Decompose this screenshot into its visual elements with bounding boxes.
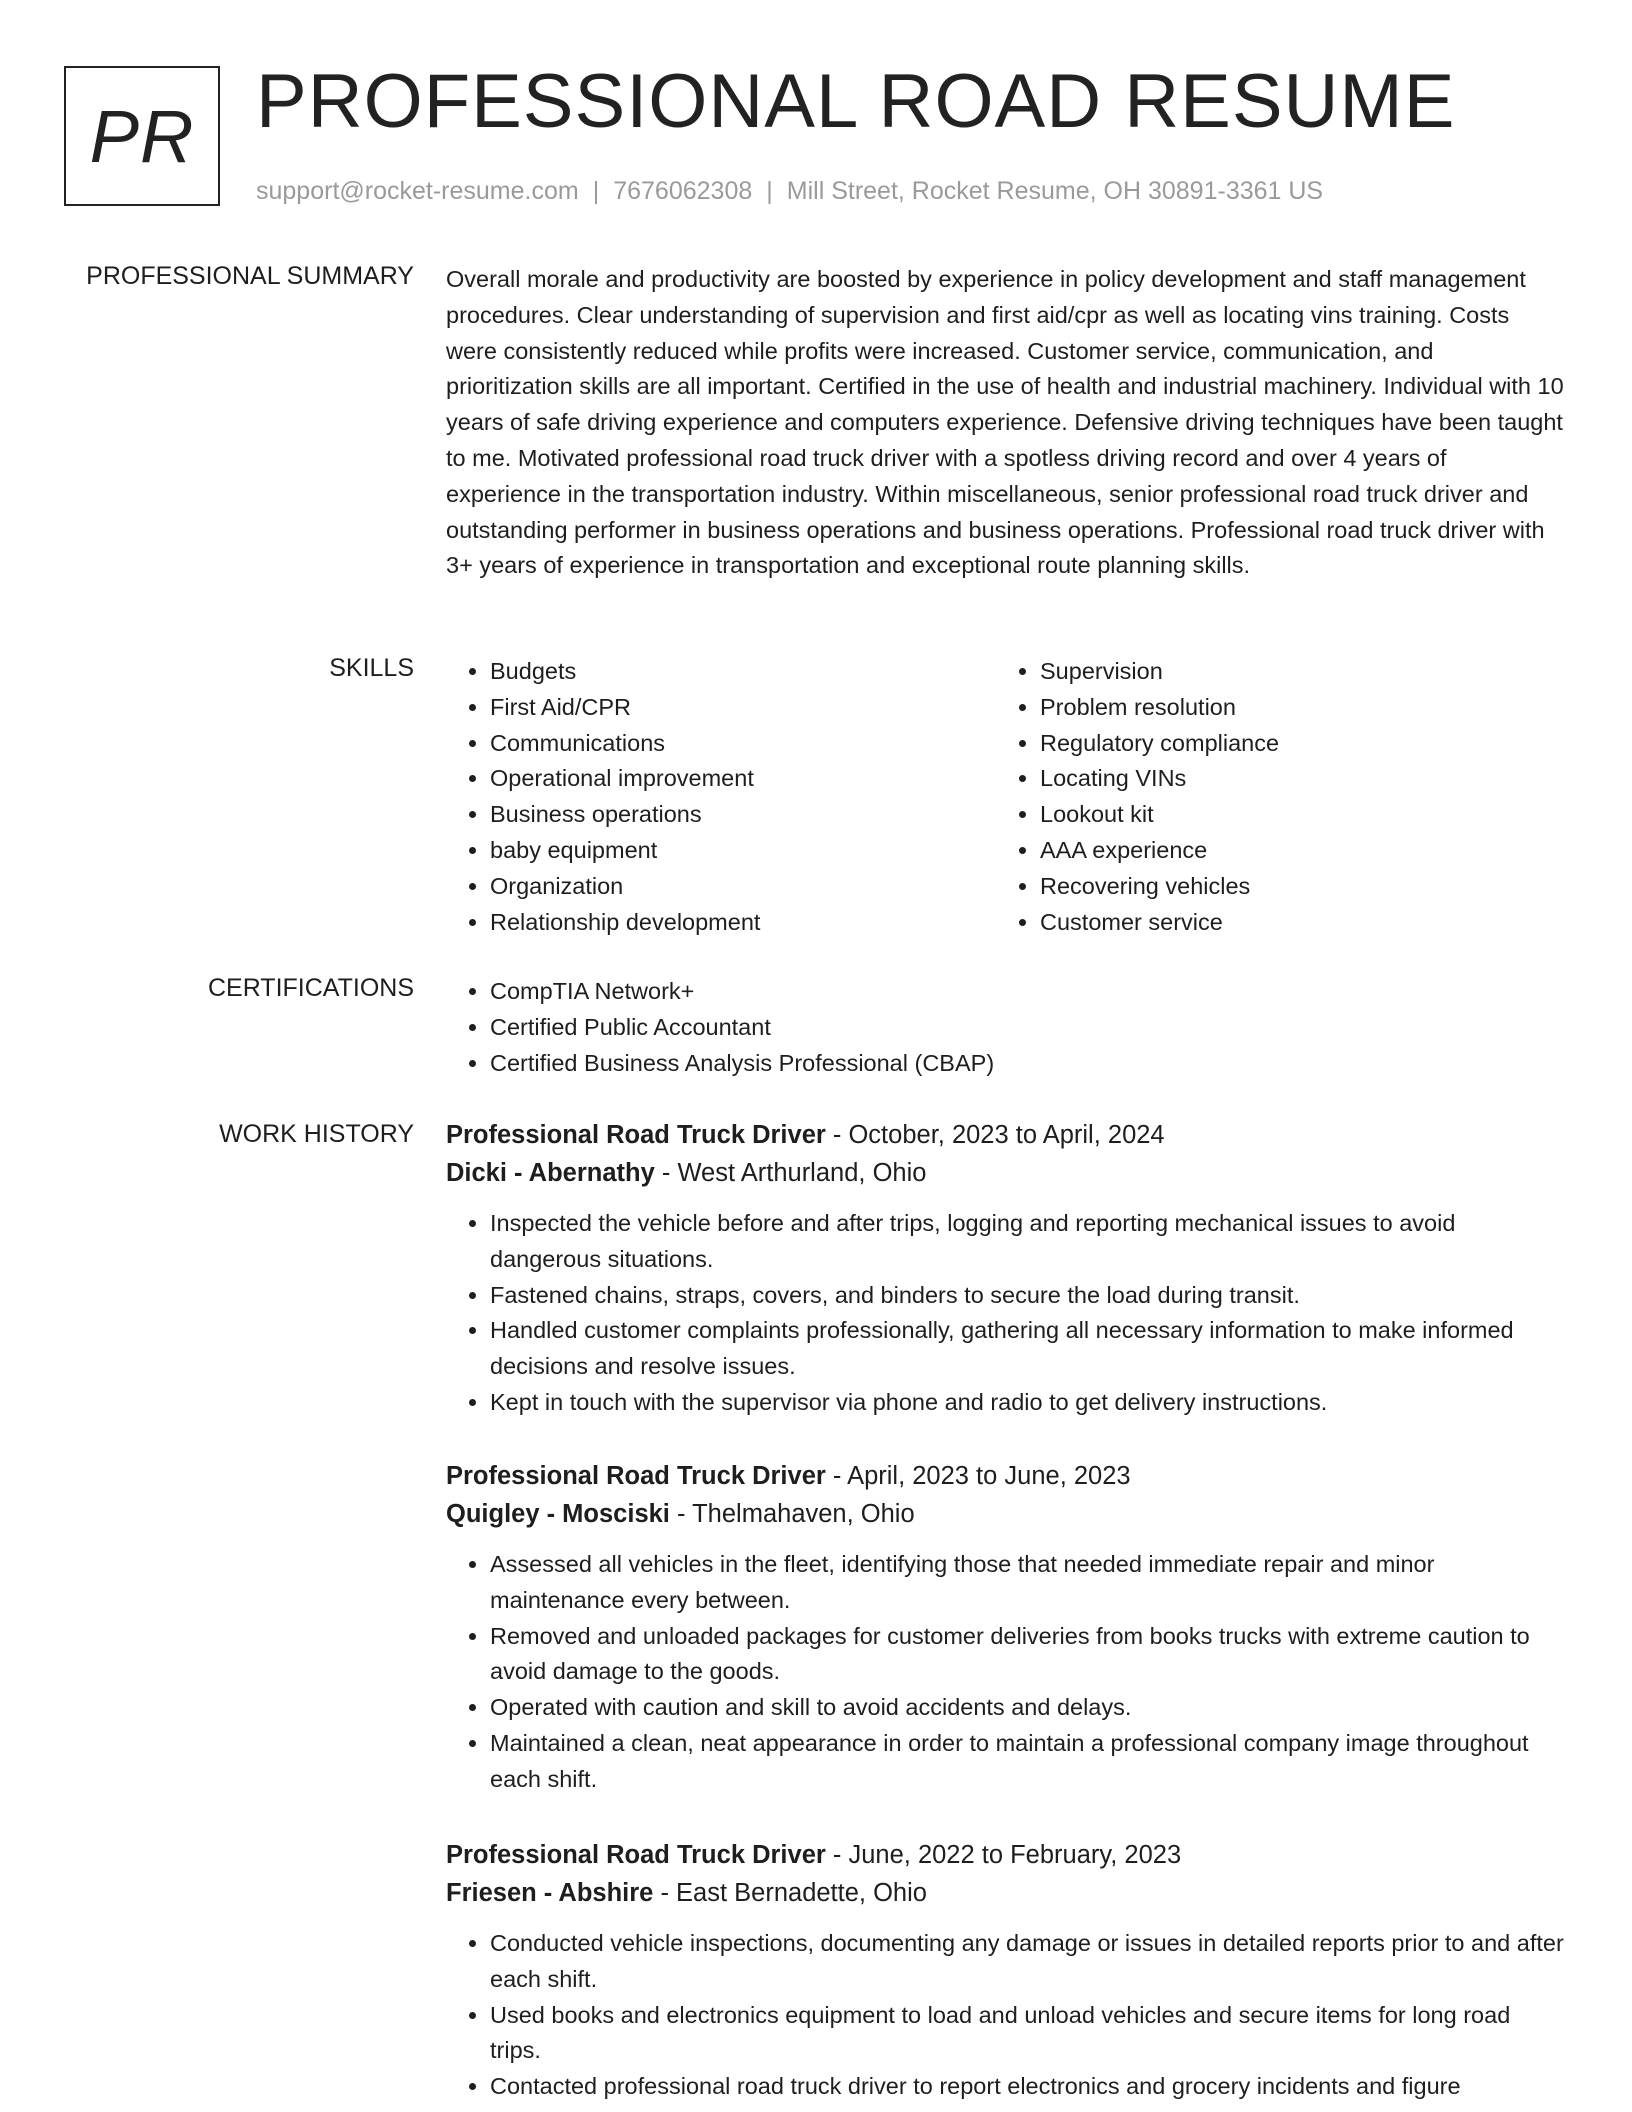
skills-list-right <box>996 654 1580 940</box>
job-dates: - June, 2022 to February, 2023 <box>825 1841 1182 1869</box>
monogram-box <box>64 66 220 206</box>
contact-address: Mill Street, Rocket Resume, OH 30891-3361 US <box>786 177 1324 205</box>
job-title: Professional Road Truck Driver <box>446 1121 826 1149</box>
skill-item: • AAA experience <box>1040 833 1580 869</box>
job-bullet: • Handled customer complaints professionally, gathering all necessary information to make informed decisions and resolve issues. <box>490 1313 1566 1385</box>
skill-item: • First Aid/CPR <box>490 690 1030 726</box>
job-bullets <box>446 1206 1566 1421</box>
job-bullet: • Removed and unloaded packages for customer deliveries from books trucks with extreme caution to avoid damage to the goods. <box>490 1619 1566 1691</box>
job-bullet: • Kept in touch with the supervisor via phone and radio to get delivery instructions. <box>490 1385 1566 1421</box>
job-bullet: • Contacted professional road truck driver to report electronics and grocery incidents and figure <box>490 2069 1566 2105</box>
certification-item: • Certified Business Analysis Professional (CBAP) <box>490 1046 1610 1082</box>
skill-item: • Organization <box>490 869 1030 905</box>
contact-email: support@rocket-resume.com <box>256 177 579 205</box>
skill-item: • Regulatory compliance <box>1040 726 1580 762</box>
job-company: Quigley - Mosciski <box>446 1500 670 1528</box>
summary-heading: PROFESSIONAL SUMMARY <box>86 262 414 290</box>
job-title-line <box>446 1116 1566 1154</box>
skills-list-left <box>446 654 1030 940</box>
work-history-heading: WORK HISTORY <box>219 1120 414 1148</box>
job-dates: - October, 2023 to April, 2024 <box>825 1121 1165 1149</box>
job-bullet: • Operated with caution and skill to avoid accidents and delays. <box>490 1690 1566 1726</box>
job-title: Professional Road Truck Driver <box>446 1841 826 1869</box>
certification-item: • Certified Public Accountant <box>490 1010 1610 1046</box>
job-entry <box>446 1457 1566 1798</box>
job-company-line <box>446 1495 1566 1533</box>
resume-name: PROFESSIONAL ROAD RESUME <box>256 59 1456 144</box>
job-bullet: • Fastened chains, straps, covers, and binders to secure the load during transit. <box>490 1278 1566 1314</box>
contact-separator: | <box>766 177 773 205</box>
monogram-initials: PR <box>89 94 195 178</box>
summary-text: Overall morale and productivity are boosted by experience in policy development and staff management procedures. Clear understanding of supervision and first aid/cpr as well as locating vins training. Costs were consistently reduced while profits were increased. Customer service, communication, and prioritization skills are all important. Certified in the use of health and industrial machinery. Individual with 10 years of safe driving experience and computers experience. Defensive driving techniques have been taught to me. Motivated professional road truck driver with a spotless driving record and over 4 years of experience in the transportation industry. Within miscellaneous, senior professional road truck driver and outstanding performer in business operations and business operations. Professional road truck driver with 3+ years of experience in transportation and exceptional route planning skills. <box>446 266 1564 579</box>
job-location: - East Bernadette, Ohio <box>653 1879 927 1907</box>
certifications-list <box>446 974 1610 1081</box>
job-title-line <box>446 1457 1566 1495</box>
skill-item: • Relationship development <box>490 905 1030 941</box>
skill-item: • Communications <box>490 726 1030 762</box>
skill-item: • Customer service <box>1040 905 1580 941</box>
job-company-line <box>446 1874 1566 1912</box>
skill-item: • Supervision <box>1040 654 1580 690</box>
skill-item: • Locating VINs <box>1040 761 1580 797</box>
skill-item: • Business operations <box>490 797 1030 833</box>
certification-item: • CompTIA Network+ <box>490 974 1610 1010</box>
job-company: Dicki - Abernathy <box>446 1159 655 1187</box>
job-title-line <box>446 1836 1566 1874</box>
job-title: Professional Road Truck Driver <box>446 1462 826 1490</box>
job-entry <box>446 1836 1566 2105</box>
job-bullet: • Assessed all vehicles in the fleet, identifying those that needed immediate repair and minor maintenance every between. <box>490 1547 1566 1619</box>
skill-item: • Lookout kit <box>1040 797 1580 833</box>
job-bullets <box>446 1926 1566 2105</box>
contact-phone: 7676062308 <box>613 177 753 205</box>
job-location: - West Arthurland, Ohio <box>654 1159 927 1187</box>
job-company-line <box>446 1154 1566 1192</box>
job-company: Friesen - Abshire <box>446 1879 654 1907</box>
job-bullet: • Used books and electronics equipment to load and unload vehicles and secure items for long road trips. <box>490 1998 1566 2070</box>
job-location: - Thelmahaven, Ohio <box>669 1500 915 1528</box>
job-dates: - April, 2023 to June, 2023 <box>825 1462 1131 1490</box>
job-bullet: • Maintained a clean, neat appearance in order to maintain a professional company image throughout each shift. <box>490 1726 1566 1798</box>
skill-item: • Recovering vehicles <box>1040 869 1580 905</box>
certifications-heading: CERTIFICATIONS <box>207 974 414 1002</box>
job-bullet: • Conducted vehicle inspections, documenting any damage or issues in detailed reports prior to and after each shift. <box>490 1926 1566 1998</box>
job-bullets <box>446 1547 1566 1798</box>
skill-item: • Problem resolution <box>1040 690 1580 726</box>
contact-separator: | <box>592 177 600 205</box>
job-entry <box>446 1116 1566 1421</box>
skill-item: • Operational improvement <box>490 761 1030 797</box>
contact-line <box>256 174 1323 208</box>
skills-heading: SKILLS <box>329 654 414 682</box>
job-bullet: • Inspected the vehicle before and after trips, logging and reporting mechanical issues to avoid dangerous situations. <box>490 1206 1566 1278</box>
skill-item: • baby equipment <box>490 833 1030 869</box>
skill-item: • Budgets <box>490 654 1030 690</box>
